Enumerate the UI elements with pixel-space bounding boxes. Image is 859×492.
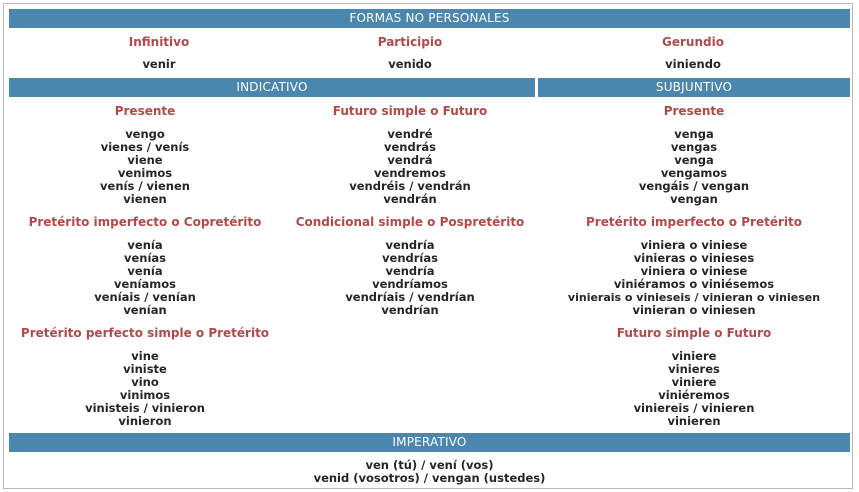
subjuntivo-presente-block xyxy=(548,104,840,206)
indicativo-perfecto-block xyxy=(10,326,280,428)
indicativo-header: INDICATIVO xyxy=(9,78,535,97)
indicativo-perfecto-label: Pretérito perfecto simple o Pretérito xyxy=(20,326,270,340)
indicativo-imperfecto-forms xyxy=(15,239,275,317)
indicativo-imperfecto-block xyxy=(15,215,275,317)
indicativo-futuro-block xyxy=(280,104,540,206)
conjugation-form: venís / vienen xyxy=(100,179,190,193)
infinitivo-value: venir xyxy=(142,57,176,71)
conjugation-form: vendré xyxy=(387,127,433,141)
subjuntivo-imperfecto-forms xyxy=(540,239,848,317)
conjugation-form: venga xyxy=(674,153,714,167)
conjugation-form: vengas xyxy=(670,140,718,154)
indicativo-perfecto-forms xyxy=(10,350,280,428)
conjugation-form: venía xyxy=(127,238,163,252)
participio-label: Participio xyxy=(377,35,443,49)
gerundio-label: Gerundio xyxy=(662,35,724,49)
subjuntivo-futuro-block xyxy=(548,326,840,428)
indicativo-presente-block xyxy=(15,104,275,206)
indicativo-presente-forms xyxy=(15,128,275,206)
formas-no-personales-header: FORMAS NO PERSONALES xyxy=(9,9,850,28)
conjugation-form: vendremos xyxy=(374,166,446,180)
conjugation-form: viniere xyxy=(671,375,717,389)
conjugation-form: veníais / venían xyxy=(94,290,196,304)
indicativo-condicional-block xyxy=(280,215,540,317)
conjugation-form: vengáis / vengan xyxy=(638,179,750,193)
subjuntivo-futuro-forms xyxy=(548,350,840,428)
conjugation-form: vendrían xyxy=(381,303,439,317)
infinitivo-label: Infinitivo xyxy=(128,35,190,49)
conjugation-form: vengo xyxy=(125,127,165,141)
conjugation-form: venían xyxy=(123,303,167,317)
subjuntivo-presente-label: Presente xyxy=(663,104,725,118)
conjugation-form: vendrás xyxy=(384,140,436,154)
conjugation-form: venía xyxy=(127,264,163,278)
conjugation-form: vine xyxy=(131,349,159,363)
indicativo-futuro-forms xyxy=(280,128,540,206)
conjugation-form: vendrá xyxy=(387,153,433,167)
conjugation-form: viniste xyxy=(123,362,167,376)
conjugation-form: vienen xyxy=(123,192,167,206)
conjugation-form: vinieran o viniesen xyxy=(632,303,756,317)
conjugation-form: vinieres xyxy=(668,362,720,376)
gerundio-block xyxy=(543,35,843,71)
conjugation-form: vino xyxy=(131,375,159,389)
conjugation-form: vendríamos xyxy=(372,277,448,291)
indicativo-imperfecto-label: Pretérito imperfecto o Copretérito xyxy=(28,215,262,229)
imperativo-block xyxy=(9,459,850,485)
subjuntivo-imperfecto-block xyxy=(540,215,848,317)
conjugation-form: viniereis / vinieren xyxy=(633,401,755,415)
participio-value: venido xyxy=(388,57,432,71)
participio-block xyxy=(260,35,560,71)
conjugation-form: vendrán xyxy=(383,192,437,206)
conjugation-form: vendrías xyxy=(382,251,438,265)
imperativo-form: ven (tú) / vení (vos) xyxy=(365,458,494,472)
conjugation-form: vengan xyxy=(670,192,718,206)
conjugation-form: vinimos xyxy=(119,388,171,402)
conjugation-form: viniera o viniese xyxy=(640,238,748,252)
conjugation-form: viniere xyxy=(671,349,717,363)
conjugation-form: vinierais o vinieseis / vinieran o viniesen xyxy=(567,291,821,304)
indicativo-futuro-label: Futuro simple o Futuro xyxy=(332,104,488,118)
subjuntivo-futuro-label: Futuro simple o Futuro xyxy=(616,326,772,340)
gerundio-value: viniendo xyxy=(665,57,721,71)
conjugation-form: venías xyxy=(123,251,167,265)
conjugation-form: vendríais / vendrían xyxy=(345,290,475,304)
subjuntivo-header: SUBJUNTIVO xyxy=(538,78,850,97)
indicativo-condicional-label: Condicional simple o Pospretérito xyxy=(295,215,525,229)
conjugation-form: vendréis / vendrán xyxy=(349,179,471,193)
subjuntivo-presente-forms xyxy=(548,128,840,206)
imperativo-header: IMPERATIVO xyxy=(9,433,850,452)
conjugation-form: vinieras o vinieses xyxy=(633,251,755,265)
conjugation-form: vinieron xyxy=(118,414,172,428)
conjugation-form: vendría xyxy=(385,264,435,278)
imperativo-form: venid (vosotros) / vengan (ustedes) xyxy=(313,471,546,485)
conjugation-form: viniera o viniese xyxy=(640,264,748,278)
conjugation-form: venimos xyxy=(117,166,173,180)
conjugation-form: vendría xyxy=(385,238,435,252)
conjugation-form: venga xyxy=(674,127,714,141)
conjugation-form: vengamos xyxy=(660,166,728,180)
conjugation-form: viniéramos o viniésemos xyxy=(613,277,775,291)
conjugation-form: vinisteis / vinieron xyxy=(85,401,205,415)
indicativo-presente-label: Presente xyxy=(114,104,176,118)
conjugation-form: veníamos xyxy=(114,277,176,291)
conjugation-form: viniéremos xyxy=(658,388,730,402)
conjugation-form: viene xyxy=(127,153,163,167)
subjuntivo-imperfecto-label: Pretérito imperfecto o Pretérito xyxy=(586,215,802,229)
indicativo-condicional-forms xyxy=(280,239,540,317)
conjugation-form: vienes / venís xyxy=(100,140,190,154)
conjugation-form: vinieren xyxy=(667,414,721,428)
